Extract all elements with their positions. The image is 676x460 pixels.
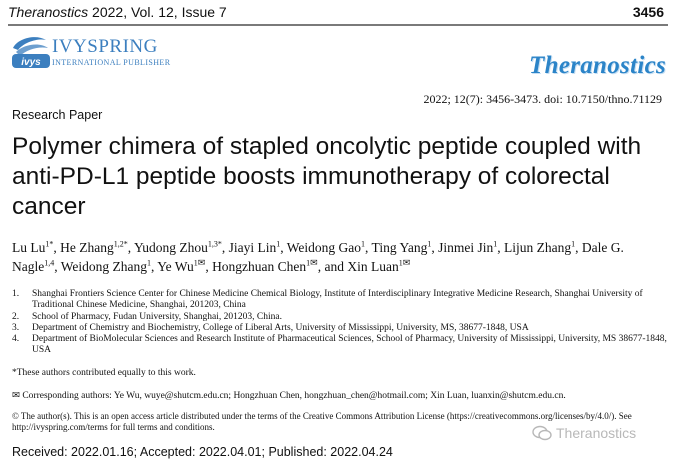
journal-header	[8, 4, 227, 20]
wechat-icon	[532, 425, 552, 441]
corresponding-text: Corresponding authors: Ye Wu, wuye@shutcm.edu.cn; Hongzhuan Chen, hongzhuan_chen@hotmail.com; Xin Luan, luanxin@shutcm.edu.cn.	[22, 391, 566, 401]
publisher-subtitle: INTERNATIONAL PUBLISHER	[52, 58, 171, 67]
affiliation-item: 1. Shanghai Frontiers Science Center for Chinese Medicine Chemical Biology, Institute of Interdisciplinary Integrative Medicine Research, Shanghai University of Traditional Chinese Medicine, Shanghai, 201203, China	[12, 289, 643, 311]
ivyspring-badge-text: ivys	[21, 57, 41, 68]
affiliation-item: 2. School of Pharmacy, Fudan University, Shanghai, 201203, China.	[12, 311, 282, 322]
author-affiliation-marker: 1,4	[44, 258, 55, 268]
citation-doi: 2022; 12(7): 3456-3473. doi: 10.7150/thno.71129	[423, 92, 662, 106]
author-name: Weidong Gao	[286, 240, 362, 255]
author-affiliation-marker: 1	[276, 239, 281, 249]
author-affiliation-marker: 1	[398, 258, 403, 268]
affiliation-item: 3. Department of Chemistry and Biochemistry, College of Liberal Arts, University of Mississippi, University, MS, 38677-1848, USA	[12, 322, 529, 333]
author-name: Weidong Zhang	[60, 259, 148, 274]
author-affiliation-marker: 1*	[45, 239, 54, 249]
header-divider	[8, 24, 668, 26]
journal-name: Theranostics	[8, 4, 89, 20]
author-affiliation-marker: 1	[427, 239, 432, 249]
theranostics-logo: Theranostics	[529, 52, 666, 79]
author-affiliation-marker: 1	[493, 239, 498, 249]
affiliation-list	[12, 289, 672, 357]
publication-dates: Received: 2022.01.16; Accepted: 2022.04.01; Published: 2022.04.24	[12, 445, 393, 459]
author-name: Jiayi Lin	[228, 240, 277, 255]
author-name: Jinmei Jin	[438, 240, 494, 255]
author-affiliation-marker: 1	[571, 239, 576, 249]
affiliation-item: 4. Department of BioMolecular Sciences and Research Institute of Pharmaceutical Sciences, School of Pharmacy, University of Mississippi, University, MS 38677-1848, USA	[12, 334, 667, 356]
article-title: Polymer chimera of stapled oncolytic peptide coupled with anti-PD-L1 peptide boosts immunotherapy of colorectal cancer	[12, 133, 642, 220]
author-name: Hongzhuan Chen	[212, 259, 307, 274]
watermark-text: Theranostics	[556, 425, 637, 441]
author-name: Lu Lu	[12, 240, 46, 255]
corresponding-envelope-icon: ✉	[310, 257, 318, 268]
envelope-icon: ✉	[12, 391, 20, 401]
author-list: Lu $Lu^{1*}$, He Zhang$^{1,2*}$, Yudong Zhou$^{1,3*}$, Jiayi Lin$^1$, Weidong Gao$^1$, Ting Yang$^1$, Jinmei Jin$^1$, Lijun Zhang$^1$, Dale G. Nagle$^{1,4}$, Weidong Zhang$^1$, Ye $Wu^{1✉}$, Hongzhuan Chen$^{1✉}$, and Xin Luan$^{1✉}$	[12, 239, 624, 274]
author-name: Xin Luan	[347, 259, 399, 274]
watermark	[532, 425, 636, 441]
publisher-name: IVYSPRING	[52, 36, 158, 57]
author-affiliation-marker: 1	[193, 258, 198, 268]
author-affiliation-marker: 1	[361, 239, 366, 249]
corresponding-envelope-icon: ✉	[402, 257, 411, 268]
author-name: Dale G. Nagle	[12, 240, 624, 274]
equal-contribution-note: *These authors contributed equally to this work.	[12, 368, 196, 378]
corresponding-authors-note	[12, 390, 566, 401]
article-type: Research Paper	[12, 108, 103, 122]
author-name: He Zhang	[60, 240, 114, 255]
author-name: Ye Wu	[157, 259, 194, 274]
author-affiliation-marker: 1,3*	[207, 239, 222, 249]
author-name: Ting Yang	[371, 240, 428, 255]
corresponding-envelope-icon: ✉	[197, 257, 206, 268]
license-note: © The author(s). This is an open access article distributed under the terms of the Creative Commons Attribution License (https://creativecommons.org/licenses/by/4.0/). See http://ivyspring.com/terms for full terms and conditions.	[12, 411, 632, 432]
page-number: 3456	[632, 4, 664, 20]
author-affiliation-marker: 1	[306, 258, 311, 268]
issue-info: 2022, Vol. 12, Issue 7	[92, 4, 227, 20]
author-name: Yudong Zhou	[133, 240, 208, 255]
author-affiliation-marker: 1,2*	[113, 239, 128, 249]
author-name: Lijun Zhang	[503, 240, 572, 255]
author-affiliation-marker: 1	[147, 258, 152, 268]
